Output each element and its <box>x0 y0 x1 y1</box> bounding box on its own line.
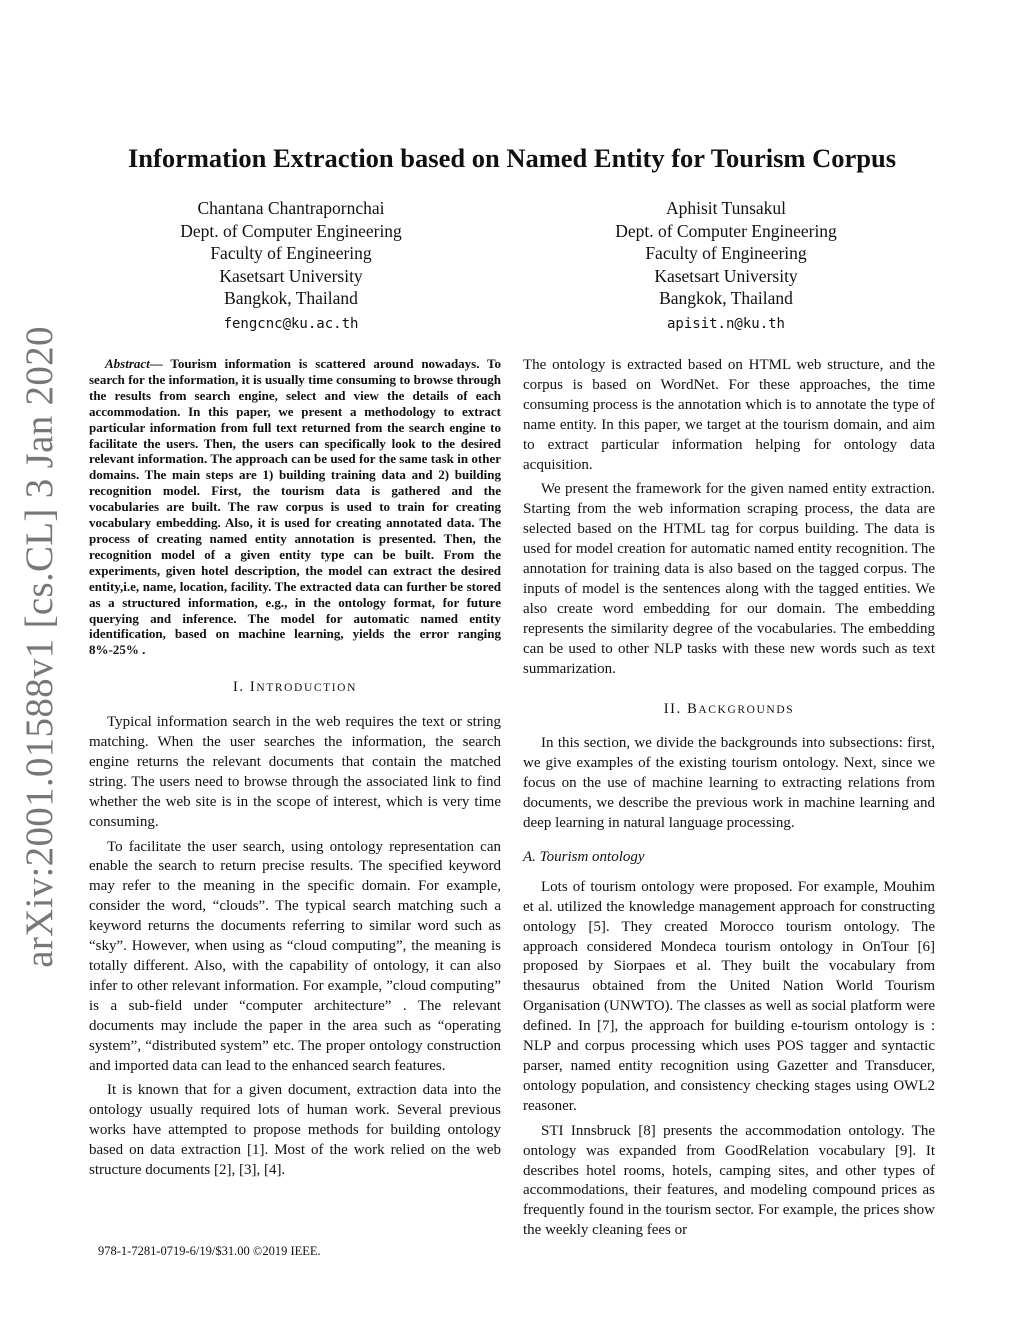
author-faculty: Faculty of Engineering <box>210 243 372 263</box>
author-email[interactable]: apisit.n@ku.th <box>666 315 785 332</box>
author-dept: Dept. of Computer Engineering <box>615 220 837 241</box>
author-faculty: Faculty of Engineering <box>645 243 807 263</box>
author-email[interactable]: fengcnc@ku.ac.th <box>223 315 359 332</box>
author-name: Chantana Chantrapornchai <box>197 198 385 218</box>
author-university: Kasetsart University <box>219 265 363 286</box>
right-column <box>523 356 935 1241</box>
abstract <box>89 356 501 658</box>
paper-title: Information Extraction based on Named Entity for Tourism Corpus <box>127 143 897 173</box>
backgrounds-paragraph: In this section, we divide the backgrounds into subsections: first, we give examples of the existing tourism ontology. Next, since we focus on the use of machine learning to extracting relations from documents, we describe the previous work in machine learning and deep learning in natural language processing. <box>523 735 935 832</box>
section-title-rest: NTRODUCTION <box>256 682 357 695</box>
left-column <box>89 356 501 1181</box>
intro-continuation-paragraph: The ontology is extracted based on HTML web structure, and the corpus is based on WordNet. For these approaches, the time consuming process is the annotation which is to annotate the type of name entity. In this paper, we target at the tourism domain, and aim to extract particular information helping for ontology data acquisition. <box>523 357 935 473</box>
abstract-dash: — <box>149 356 171 371</box>
intro-paragraph: It is known that for a given document, extraction data into the ontology usually required lots of human work. Several previous works have attempted to propose methods for building ontology based on data extraction [1]. Most of the work relied on the web structure documents [2], [3], [4]. <box>89 1082 501 1179</box>
intro-paragraph: To facilitate the user search, using ontology representation can enable the search to return precise results. The specified keyword may refer to the meaning in the specific domain. For example, consider the word, “clouds”. The typical search matching such a keyword returns the documents referring to similar word such as “sky”. However, when using as “cloud computing”, the meaning is totally different. Also, with the capability of ontology, it can also infer to other relevant information. For example, ”cloud computing” is a sub-field under “computer architecture” . The relevant documents may include the paper in the area such as “operating system”, “distributed system” etc. The proper ontology construction and imported data can lead to the enhanced search features. <box>89 838 501 1074</box>
intro-paragraph: We present the framework for the given named entity extraction. Starting from the web information scraping process, the data are selected based on the HTML tag for corpus building. The data is used for model creation for automatic named entity recognition. The annotation for training data is also based on the tagged corpus. The inputs of model is the sentences along with the tagged entities. We also create word embedding for our domain. The embedding represents the similarity degree of the vocabularies. The embedding can be used to other NLP tasks with these new words such as text summarization. <box>523 481 935 677</box>
abstract-text: Tourism information is scattered around nowadays. To search for the information, it is usually time consuming to browse through the results from search engine, select and view the details of each accommodation. In this paper, we present a methodology to extract particular information from full text returned from the search engine to facilitate the users. Then, the users can specifically look to the desired relevant information. The approach can be used for the same task in other domains. The main steps are 1) building training data and 2) building recognition model. First, the tourism data is gathered and the vocabularies are built. The raw corpus is used to train for creating vocabulary embedding. Also, it is used for creating annotated data. The process of creating named entity annotation is presented. Then, the recognition model of a given entity type can be built. From the experiments, given hotel description, the model can extract the desired entity,i.e, name, location, facility. The extracted data can further be stored as a structured information, e.g., in the ontology format, for future querying and inference. The model for automatic named entity identification, based on machine learning, yields the error ranging 8%-25% . <box>89 356 501 658</box>
section-heading-backgrounds <box>523 700 935 721</box>
section-cap: B <box>687 700 699 717</box>
section-heading-introduction <box>89 678 501 699</box>
author-university: Kasetsart University <box>654 265 798 286</box>
author-block-2 <box>556 197 896 335</box>
copyright-footer: 978-1-7281-0719-6/19/$31.00 ©2019 IEEE. <box>98 1244 321 1258</box>
author-location: Bangkok, Thailand <box>224 288 358 308</box>
author-location: Bangkok, Thailand <box>659 288 793 308</box>
section-title-rest: ACKGROUNDS <box>698 703 795 716</box>
author-name: Aphisit Tunsakul <box>665 198 787 218</box>
section-numeral: II. <box>663 700 682 717</box>
subsection-heading-tourism-ontology: A. Tourism ontology <box>523 848 645 865</box>
section-numeral: I. <box>233 679 245 696</box>
intro-paragraph: Typical information search in the web requires the text or string matching. When the user searches the information, the search engine returns the relevant documents that contain the matched string. The users need to browse through the associated link to find whether the web site is in the scope of interest, which is very time consuming. <box>89 714 501 830</box>
author-dept: Dept. of Computer Engineering <box>180 220 402 241</box>
tourism-ontology-paragraph: Lots of tourism ontology were proposed. For example, Mouhim et al. utilized the knowledge management approach for constructing ontology [5]. They created Morocco tourism ontology. The approach considered Mondeca tourism ontology in OnTour [6] proposed by Siorpaes et al. They built the vocabulary from thesaurus obtained from the United Nation World Tourism Organisation (UNWTO). The classes as well as social platform were defined. In [7], the approach for building e-tourism ontology is : NLP and corpus processing which uses POS tagger and syntactic parser, named entity recognition using Gazetter and Transducer, ontology population, and consistency checking stages using OWL2 reasoner. <box>523 878 935 1114</box>
arxiv-identifier: arXiv:2001.01588v1 [cs.CL] 3 Jan 2020 <box>18 326 61 968</box>
section-cap: I <box>249 679 257 696</box>
abstract-label: Abstract <box>105 356 150 371</box>
author-block-1 <box>121 197 461 335</box>
tourism-ontology-paragraph: STI Innsbruck [8] presents the accommodation ontology. The ontology was expanded from GoodRelation vocabulary [9]. It describes hotel rooms, hotels, camping sites, and other types of accommodations, their features, and modeling compound prices as frequently found in the tourism sector. For example, the prices show the weekly cleaning fees or <box>523 1122 935 1239</box>
